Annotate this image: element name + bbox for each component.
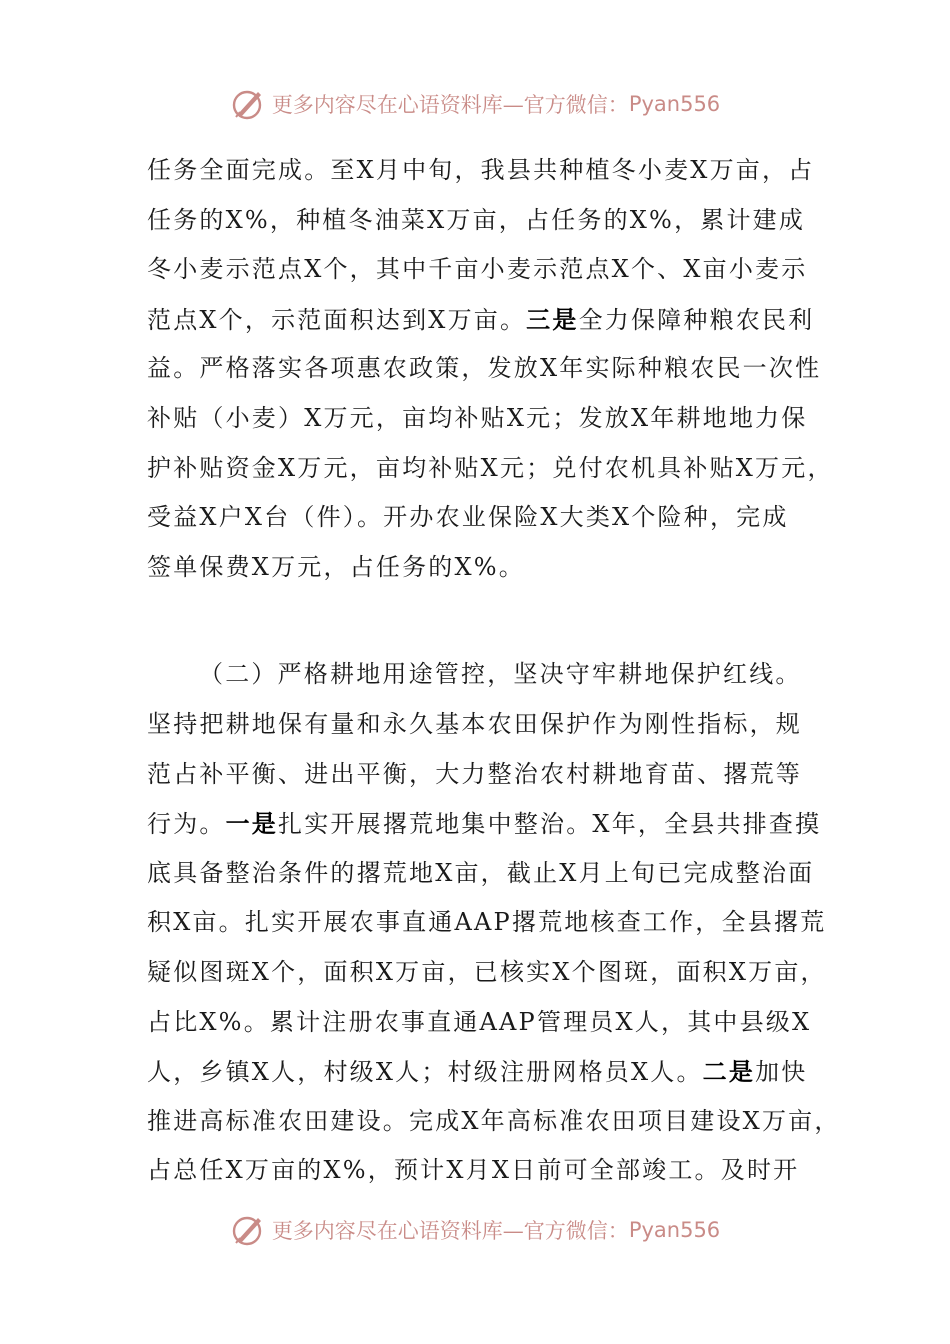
watermark-footer — [0, 1208, 950, 1252]
watermark-text: 更多内容尽在心语资料库—官方微信： — [271, 93, 629, 117]
text-line: 人，乡镇X人，村级X人；村级注册网格员X人。二是加快 — [147, 1057, 808, 1087]
watermark-wechat-id: Pyan556 — [628, 1218, 721, 1242]
watermark-text: 更多内容尽在心语资料库—官方微信： — [271, 1219, 629, 1243]
text-line: 底具备整治条件的撂荒地X亩，截止X月上旬已完成整治面 — [147, 858, 815, 887]
text-line: 范占补平衡、进出平衡，大力整治农村耕地育苗、撂荒等 — [147, 759, 802, 788]
text-line: 补贴（小麦）X万元，亩均补贴X元；发放X年耕地地力保 — [147, 403, 808, 432]
paragraph-2 — [147, 650, 841, 1196]
text-line: 任务全面完成。至X月中旬，我县共种植冬小麦X万亩，占 — [147, 156, 815, 184]
text-line: 范点X个，示范面积达到X万亩。三是全力保障种粮农民利 — [147, 304, 815, 334]
bold-marker: 三是 — [526, 304, 579, 334]
paragraph-1 — [147, 146, 837, 592]
document-body — [147, 146, 841, 1196]
quill-logo-icon — [230, 86, 266, 122]
text-line: 占总任X万亩的X%，预计X月X日前可全部竣工。及时开 — [147, 1156, 800, 1185]
text-line: 积X亩。扎实开展农事直通AAP撂荒地核查工作，全县撂荒 — [147, 908, 827, 937]
text-line: 坚持把耕地保有量和永久基本农田保护作为刚性指标，规 — [147, 709, 802, 738]
text-line: 推进高标准农田建设。完成X年高标准农田项目建设X万亩， — [147, 1106, 841, 1135]
text-line: 护补贴资金X万元，亩均补贴X元；兑付农机具补贴X万元， — [147, 453, 834, 482]
section-heading: （二）严格耕地用途管控，坚决守牢耕地保护红线。 — [199, 660, 802, 689]
bold-marker: 二是 — [702, 1057, 756, 1087]
text-line: 行为。一是扎实开展撂荒地集中整治。X年，全县共排查摸 — [147, 809, 822, 839]
text-line: 疑似图斑X个，面积X万亩，已核实X个图斑，面积X万亩， — [147, 957, 827, 986]
text-line: 受益X户X台（件）。开办农业保险X大类X个险种，完成 — [147, 503, 789, 532]
watermark-wechat-id: Pyan556 — [628, 92, 721, 116]
quill-logo-icon — [230, 1212, 266, 1248]
text-line: 益。严格落实各项惠农政策，发放X年实际种粮农民一次性 — [147, 354, 822, 383]
text-line: 占比X%。累计注册农事直通AAP管理员X人，其中县级X — [147, 1007, 812, 1036]
bold-marker: 一是 — [225, 809, 279, 839]
watermark-header — [0, 82, 950, 126]
text-line: 冬小麦示范点X个，其中千亩小麦示范点X个、X亩小麦示 — [147, 255, 808, 284]
text-line: 任务的X%，种植冬油菜X万亩，占任务的X%，累计建成 — [147, 205, 806, 234]
text-line: 签单保费X万元，占任务的X%。 — [147, 552, 525, 581]
